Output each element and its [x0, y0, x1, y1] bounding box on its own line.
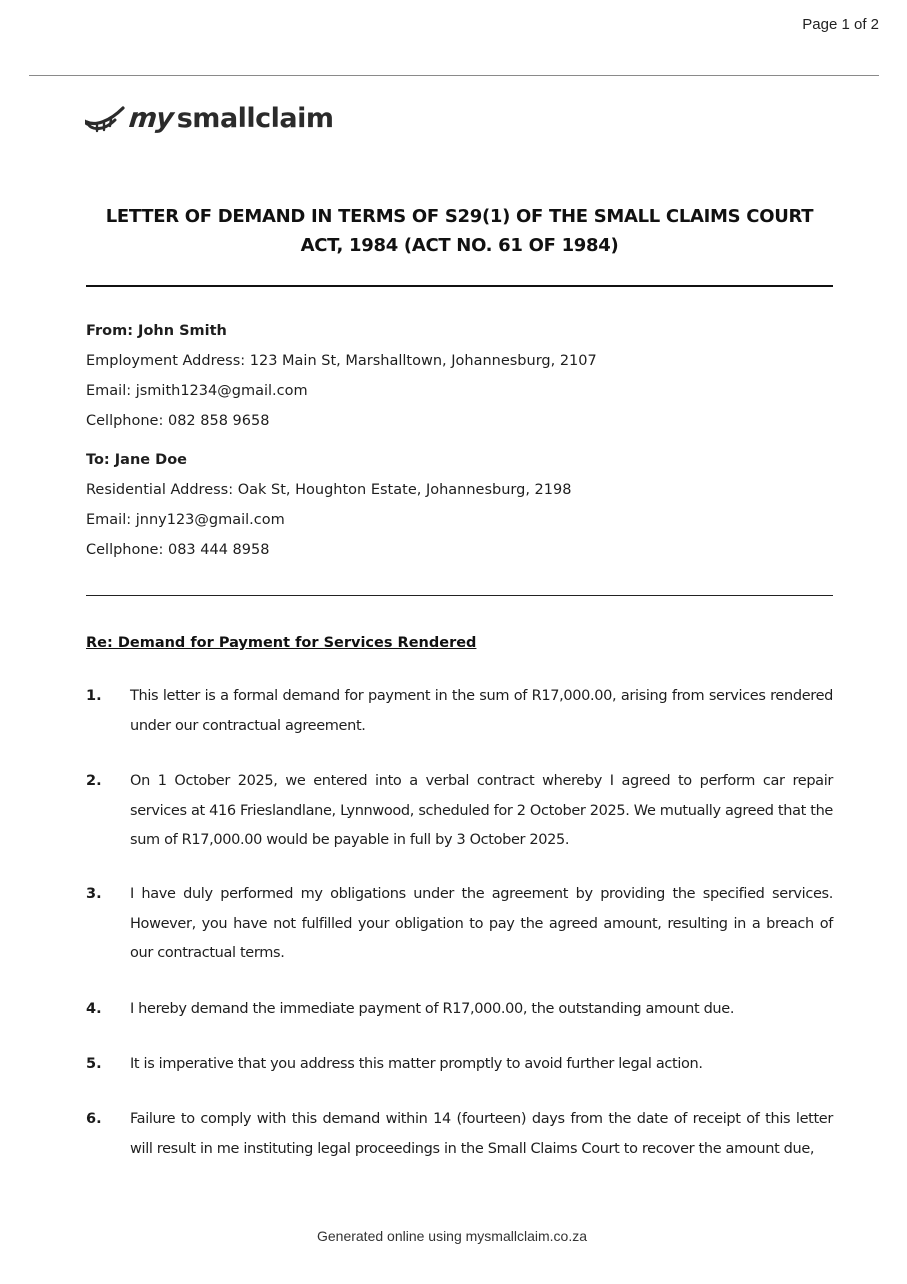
footer-note: Generated online using mysmallclaim.co.za — [316, 1228, 587, 1244]
clause-text: This letter is a formal demand for payment in the sum of R17,000.00, arising from services rendered under our contractual agreement. — [130, 688, 833, 734]
clause-text: I have duly performed my obligations under the agreement by providing the specified services. However, you have not fulfilled your obligation to pay the agreed amount, resulting in a breach of our contractual terms. — [130, 886, 833, 961]
logo-name: smallclaim — [176, 103, 334, 134]
clause-item — [86, 995, 833, 1025]
wing-icon — [85, 104, 125, 134]
recipient-email: Email: jnny123@gmail.com — [86, 512, 285, 528]
sender-name: From: John Smith — [86, 323, 227, 339]
sender-cellphone: Cellphone: 082 858 9658 — [86, 413, 270, 429]
clause-text: Failure to comply with this demand within 14 (fourteen) days from the date of receipt of this letter will result in me instituting legal proceedings in the Small Claims Court to recover the amount due, — [130, 1111, 833, 1157]
title-divider — [86, 285, 833, 287]
clause-text: I hereby demand the immediate payment of R17,000.00, the outstanding amount due. — [130, 1001, 735, 1017]
clause-number: 5. — [86, 1056, 102, 1072]
clause-number: 2. — [86, 773, 102, 789]
recipient-cellphone: Cellphone: 083 444 8958 — [86, 542, 270, 558]
sender-block — [86, 321, 597, 441]
clause-number: 6. — [86, 1111, 102, 1127]
clause-item — [86, 682, 833, 741]
clause-item — [86, 1105, 833, 1164]
clause-item — [86, 880, 833, 969]
subject-heading: Re: Demand for Payment for Services Rendered — [86, 635, 477, 651]
recipient-block — [86, 450, 571, 570]
clause-item — [86, 1050, 833, 1080]
clause-number: 3. — [86, 886, 102, 902]
parties-divider — [86, 595, 833, 596]
clause-text: On 1 October 2025, we entered into a verbal contract whereby I agreed to perform car repair services at 416 Frieslandlane, Lynnwood, scheduled for 2 October 2025. We mutually agreed that the sum of R17,000.00 would be payable in full by 3 October 2025. — [130, 773, 833, 848]
clause-number: 4. — [86, 1001, 102, 1017]
brand-logo — [85, 103, 334, 134]
document-title: LETTER OF DEMAND IN TERMS OF S29(1) OF THE SMALL CLAIMS COURT ACT, 1984 (ACT NO. 61 OF 1984) — [105, 206, 814, 256]
recipient-address: Residential Address: Oak St, Houghton Estate, Johannesburg, 2198 — [86, 482, 572, 498]
sender-address: Employment Address: 123 Main St, Marshalltown, Johannesburg, 2107 — [86, 353, 597, 369]
recipient-name: To: Jane Doe — [86, 452, 187, 468]
sender-email: Email: jsmith1234@gmail.com — [86, 383, 308, 399]
clause-number: 1. — [86, 688, 102, 704]
clause-text: It is imperative that you address this matter promptly to avoid further legal action. — [130, 1056, 703, 1072]
clause-item — [86, 767, 833, 856]
logo-prefix: my — [127, 103, 175, 134]
header-divider — [29, 75, 879, 76]
page-indicator: Page 1 of 2 — [802, 16, 879, 33]
